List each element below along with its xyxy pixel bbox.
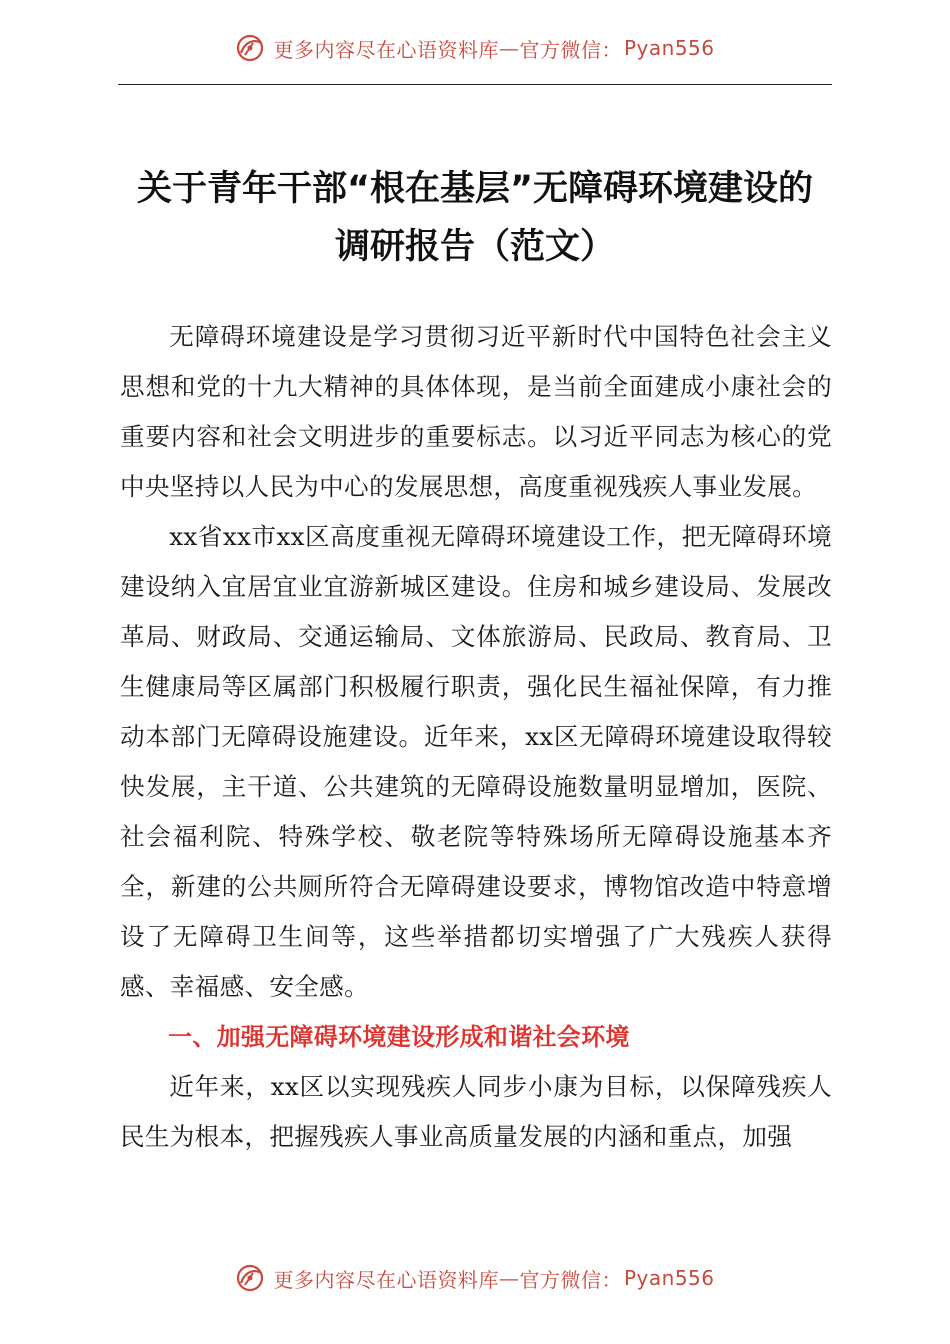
- wechat-label: 官方微信：: [519, 37, 622, 62]
- header-watermark: [0, 28, 950, 68]
- wechat-id: Pyan556: [623, 36, 715, 60]
- paragraph-intro: 无障碍环境建设是学习贯彻习近平新时代中国特色社会主义思想和党的十九大精神的具体体现，是当前全面建成小康社会的重要内容和社会文明进步的重要标志。以习近平同志为核心的党中央坚持以人民为中心的发展思想，高度重视残疾人事业发展。: [120, 322, 832, 501]
- wechat-label: 官方微信：: [519, 1267, 622, 1292]
- document-body: [120, 312, 832, 1162]
- brand-logo-icon: [235, 1263, 265, 1293]
- watermark-text: 更多内容尽在心语资料库: [273, 1267, 499, 1292]
- watermark-separator: —: [498, 36, 520, 60]
- document-title: [100, 160, 850, 276]
- section-1-paragraph: 近年来，xx区以实现残疾人同步小康为目标，以保障残疾人民生为根本，把握残疾人事业高质量发展的内涵和重点，加强: [120, 1072, 832, 1151]
- paragraph-district: xx省xx市xx区高度重视无障碍环境建设工作，把无障碍环境建设纳入宜居宜业宜游新城区建设。住房和城乡建设局、发展改革局、财政局、交通运输局、文体旅游局、民政局、教育局、卫生健康局等区属部门积极履行职责，强化民生福祉保障，有力推动本部门无障碍设施建设。近年来，xx区无障碍环境建设取得较快发展，主干道、公共建筑的无障碍设施数量明显增加，医院、社会福利院、特殊学校、敬老院等特殊场所无障碍设施基本齐全，新建的公共厕所符合无障碍建设要求，博物馆改造中特意增设了无障碍卫生间等，这些举措都切实增强了广大残疾人获得感、幸福感、安全感。: [120, 522, 832, 1001]
- header-divider: [118, 84, 832, 85]
- footer-watermark: [0, 1258, 950, 1298]
- brand-logo-icon: [235, 33, 265, 63]
- wechat-id: Pyan556: [623, 1266, 715, 1290]
- watermark-separator: —: [498, 1266, 520, 1290]
- title-line-1: 关于青年干部“根在基层”无障碍环境建设的: [136, 169, 813, 209]
- watermark-text: 更多内容尽在心语资料库: [273, 37, 499, 62]
- title-line-2: 调研报告（范文）: [334, 227, 615, 267]
- section-heading-1: 一、加强无障碍环境建设形成和谐社会环境: [168, 1023, 630, 1051]
